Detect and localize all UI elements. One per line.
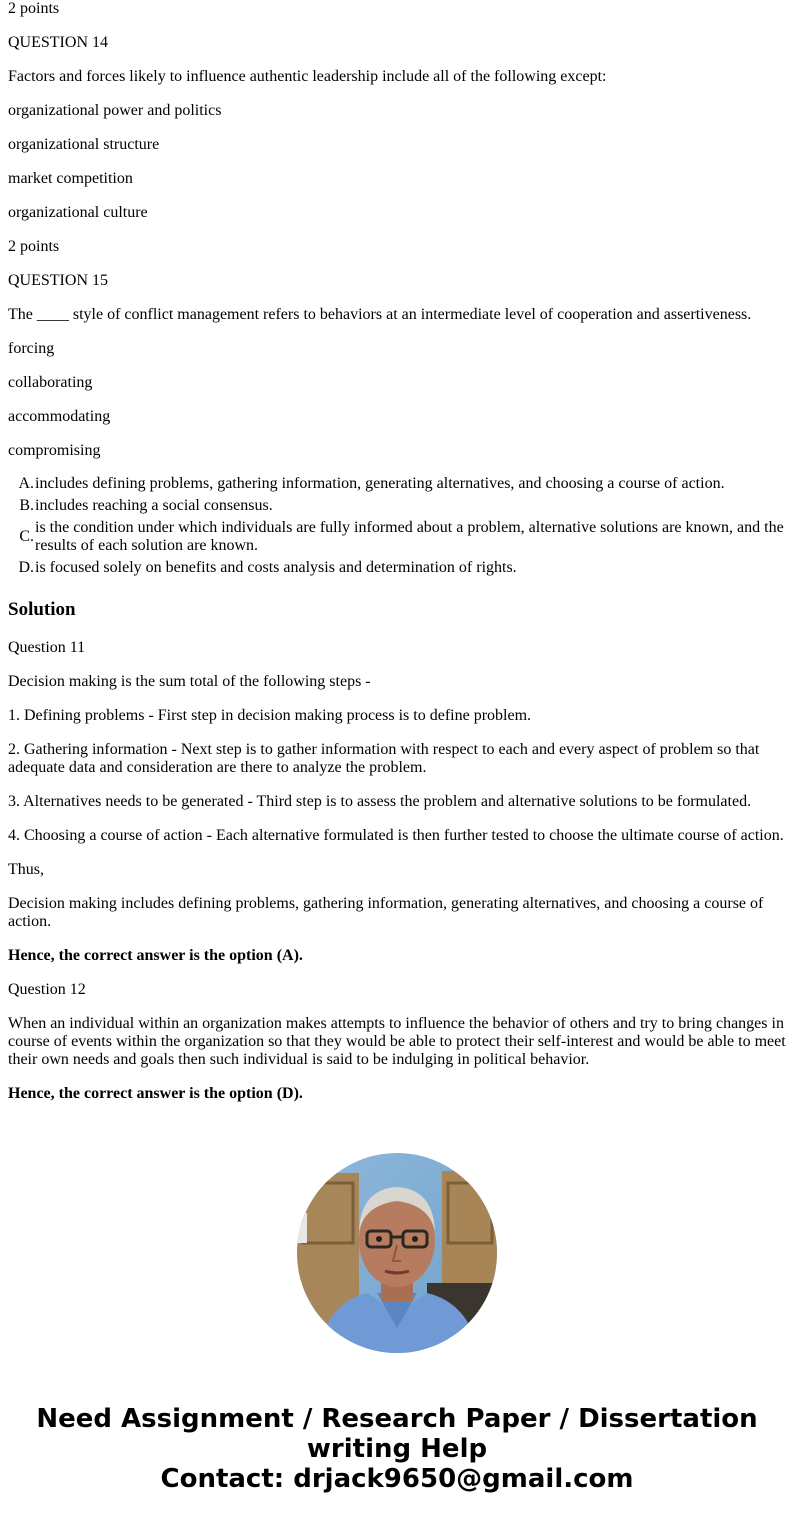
thus-text: Thus, xyxy=(8,861,44,878)
list-item xyxy=(8,475,788,493)
q11-intro: Decision making is the sum total of the following steps - xyxy=(8,673,371,690)
option-letter: C. xyxy=(19,528,34,545)
document-body xyxy=(8,0,788,1119)
q11-step: 2. Gathering information - Next step is to gather information with respect to each and every aspect of problem so that adequate data and consideration are there to analyze the problem. xyxy=(8,741,760,776)
option-text: is focused solely on benefits and costs analysis and determination of rights. xyxy=(35,559,517,576)
list-item xyxy=(8,497,788,515)
avatar-portrait xyxy=(297,1153,497,1353)
q15-option: compromising xyxy=(8,442,101,459)
option-text: includes reaching a social consensus. xyxy=(35,497,273,514)
q12-text: When an individual within an organization makes attempts to influence the behavior of others and try to bring changes in course of events within the organization so that they would be able to protect their self-interest and would be able to meet their own needs and goals then such individual is said to be indulging in political behavior. xyxy=(8,1015,786,1068)
q14-option: organizational power and politics xyxy=(8,102,222,119)
promo-line: writing Help xyxy=(306,1434,488,1464)
q12-answer: Hence, the correct answer is the option (D). xyxy=(8,1085,303,1102)
q15-option: collaborating xyxy=(8,374,93,391)
q14-number: QUESTION 14 xyxy=(8,34,108,51)
q15-option: accommodating xyxy=(8,408,111,425)
q11-label: Question 11 xyxy=(8,639,86,656)
prev-points: 2 points xyxy=(8,0,60,17)
promo-banner xyxy=(0,1404,794,1494)
q11-step: 1. Defining problems - First step in decision making process is to define problem. xyxy=(8,707,532,724)
list-item xyxy=(8,519,788,555)
option-letter: A. xyxy=(18,475,34,492)
option-text: includes defining problems, gathering information, generating alternatives, and choosing a course of action. xyxy=(35,475,725,492)
option-letter: D. xyxy=(18,559,34,576)
q15-option: forcing xyxy=(8,340,55,357)
q14-text: Factors and forces likely to influence authentic leadership include all of the following except: xyxy=(8,68,607,85)
q15-number: QUESTION 15 xyxy=(8,272,108,289)
q15-text: The ____ style of conflict management refers to behaviors at an intermediate level of cooperation and assertiveness. xyxy=(8,306,752,323)
promo-line: Need Assignment / Research Paper / Dissertation xyxy=(36,1404,758,1434)
q14-option: organizational structure xyxy=(8,136,160,153)
author-avatar xyxy=(297,1153,497,1353)
q14-option: market competition xyxy=(8,170,133,187)
q14-option: organizational culture xyxy=(8,204,148,221)
q11-step: 3. Alternatives needs to be generated - Third step is to assess the problem and alternative solutions to be formulated. xyxy=(8,793,752,810)
q14-points: 2 points xyxy=(8,238,60,255)
q11-step: 4. Choosing a course of action - Each alternative formulated is then further tested to choose the ultimate course of action. xyxy=(8,827,784,844)
option-text: is the condition under which individuals are fully informed about a problem, alternative solutions are known, and the results of each solution are known. xyxy=(35,519,784,554)
option-letter: B. xyxy=(19,497,34,514)
q12-label: Question 12 xyxy=(8,981,86,998)
answer-options-list xyxy=(8,475,788,577)
solution-heading: Solution xyxy=(8,599,76,620)
list-item xyxy=(8,559,788,577)
q11-summary: Decision making includes defining problems, gathering information, generating alternatives, and choosing a course of action. xyxy=(8,895,764,930)
promo-contact: Contact: drjack9650@gmail.com xyxy=(160,1464,634,1494)
q11-answer: Hence, the correct answer is the option (A). xyxy=(8,947,303,964)
